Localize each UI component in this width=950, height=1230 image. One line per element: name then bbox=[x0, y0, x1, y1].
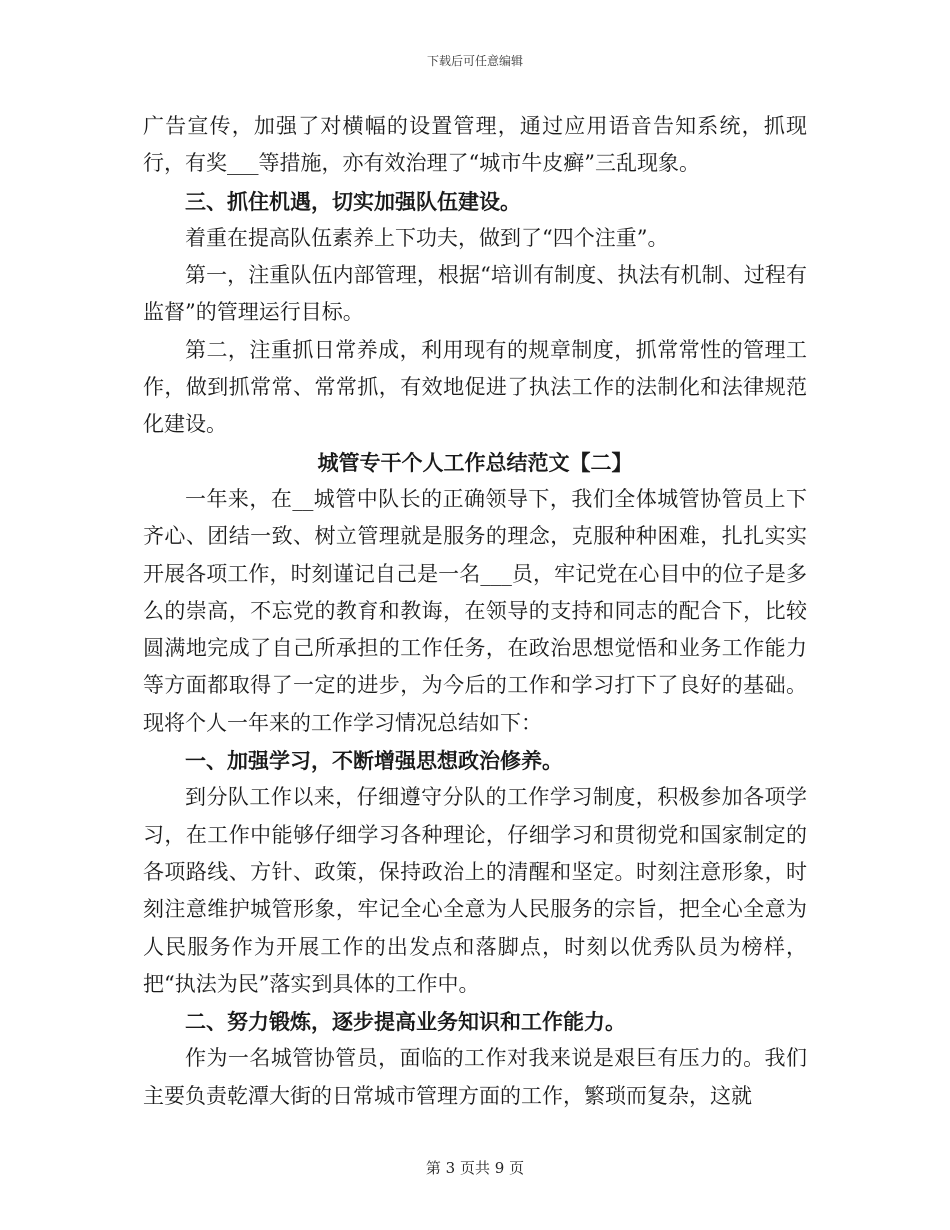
paragraph-continued: 广告宣传，加强了对横幅的设置管理，通过应用语音告知系统，抓现行，有奖___等措施，亦有效治理了“城市牛皮癣”三乱现象。 bbox=[143, 114, 807, 176]
document-body bbox=[143, 108, 807, 1115]
page-header: 下载后可任意编辑 bbox=[426, 54, 523, 68]
section-heading-2: 二、努力锻炼，逐步提高业务知识和工作能力。 bbox=[185, 1009, 626, 1035]
section-heading-1: 一、加强学习，不断增强思想政治修养。 bbox=[185, 748, 563, 774]
paragraph: 着重在提高队伍素养上下功夫，做到了“四个注重”。 bbox=[185, 225, 669, 250]
paragraph: 第二，注重抓日常养成，利用现有的规章制度，抓常常性的管理工作，做到抓常常、常常抓，有效地促进了执法工作的法制化和法律规范化建设。 bbox=[143, 337, 807, 437]
paragraph: 第一，注重队伍内部管理，根据“培训有制度、执法有机制、过程有监督”的管理运行目标。 bbox=[143, 263, 807, 325]
paragraph: 到分队工作以来，仔细遵守分队的工作学习制度，积极参加各项学习，在工作中能够仔细学习各种理论，仔细学习和贯彻党和国家制定的各项路线、方针、政策，保持政治上的清醒和坚定。时刻注意形象，时刻注意维护城管形象，牢记全心全意为人民服务的宗旨，把全心全意为人民服务作为开展工作的出发点和落脚点，时刻以优秀队员为榜样，把“执法为民”落实到具体的工作中。 bbox=[143, 785, 807, 996]
paragraph: 作为一名城管协管员，面临的工作对我来说是艰巨有压力的。我们主要负责乾潭大街的日常城市管理方面的工作，繁琐而复杂，这就 bbox=[143, 1046, 807, 1108]
page-footer: 第 3 页共 9 页 bbox=[425, 1159, 525, 1177]
article-title: 城管专干个人工作总结范文【二】 bbox=[317, 449, 633, 475]
paragraph: 一年来，在__城管中队长的正确领导下，我们全体城管协管员上下齐心、团结一致、树立管理就是服务的理念，克服种种困难，扎扎实实开展各项工作，时刻谨记自己是一名___员，牢记党在心目中的位子是多么的崇高，不忘党的教育和教诲，在领导的支持和同志的配合下，比较圆满地完成了自己所承担的工作任务，在政治思想觉悟和业务工作能力等方面都取得了一定的进步，为今后的工作和学习打下了良好的基础。现将个人一年来的工作学习情况总结如下： bbox=[143, 486, 807, 735]
section-heading-3: 三、抓住机遇，切实加强队伍建设。 bbox=[185, 188, 521, 214]
